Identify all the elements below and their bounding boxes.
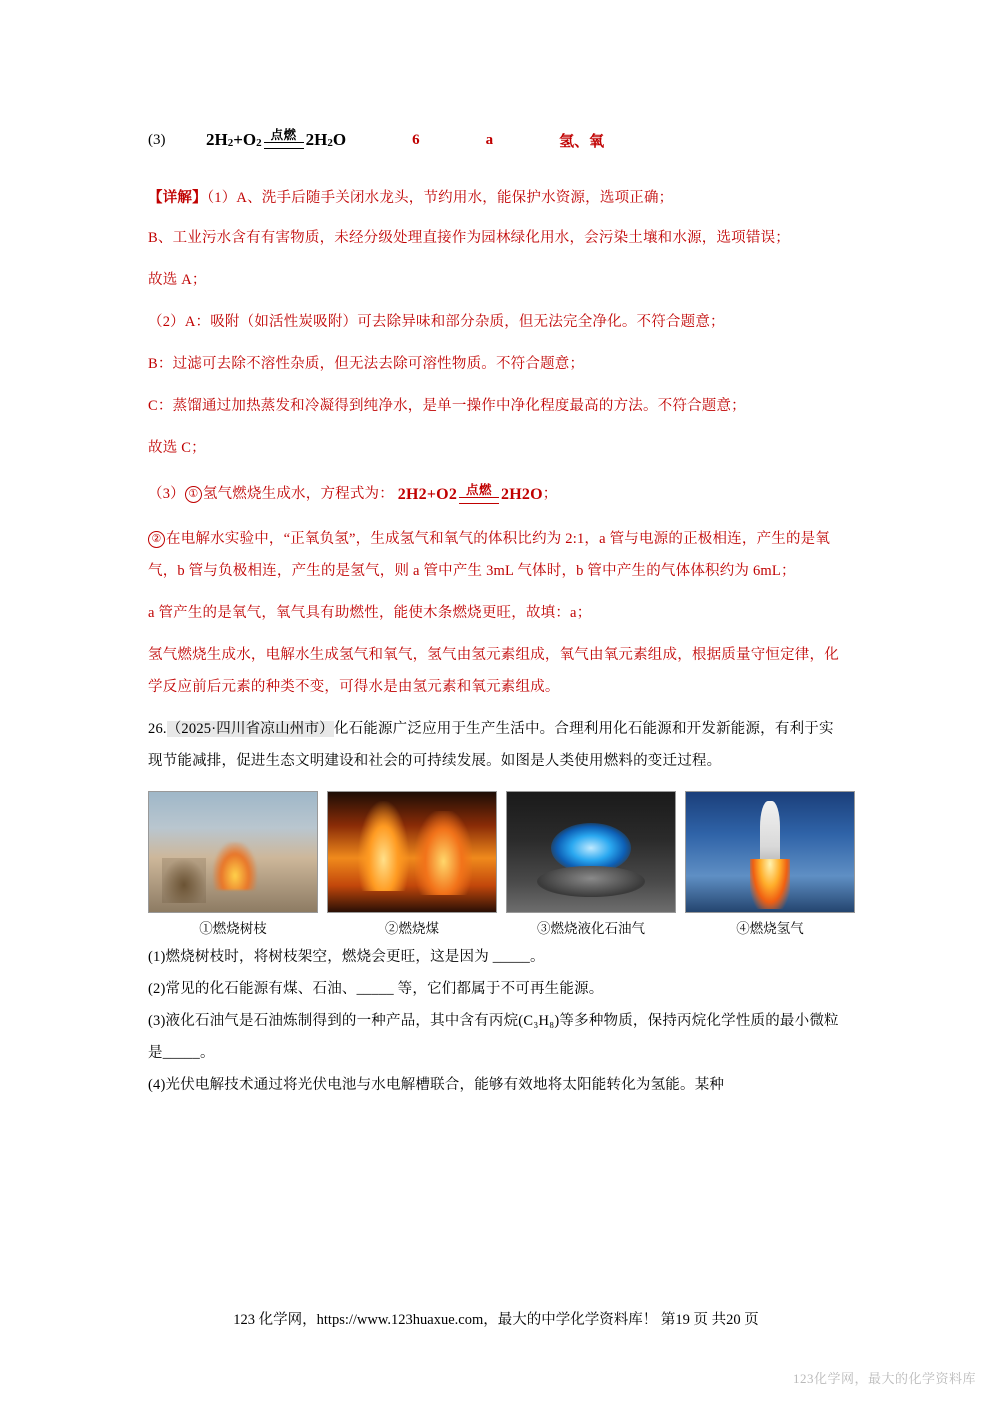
inline-equation-condition-arrow xyxy=(459,484,499,504)
page-footer: 123 化学网，https://www.123huaxue.com，最大的中学化学资料库！ 第19 页 共20 页 xyxy=(233,1312,759,1328)
inline-eq-reactant-2-sub: 2 xyxy=(448,485,458,503)
equation-reactant-1-sub: 2 xyxy=(227,137,234,149)
answer-line-3 xyxy=(148,120,848,160)
figure-2-caption: ②燃烧煤 xyxy=(385,920,439,936)
answer-label: (3) xyxy=(148,131,166,148)
equation-condition-label: 点燃 xyxy=(270,128,297,142)
figure-1 xyxy=(148,791,318,937)
figure-1-caption: ①燃烧树枝 xyxy=(199,920,267,936)
explanation-item3 xyxy=(148,478,848,511)
burning-lpg-image xyxy=(506,791,676,913)
explanation-line-6: C：蒸馏通过加热蒸发和冷凝得到纯净水，是单一操作中净化程度最高的方法。不符合题意； xyxy=(148,398,746,414)
circled-number-2: ② xyxy=(148,531,165,548)
question-26-sub-2: (2)常见的化石能源有煤、石油、_____ 等，它们都属于不可再生能源。 xyxy=(148,980,604,997)
inline-eq-product: 2H xyxy=(501,485,522,503)
chemical-equation-inline xyxy=(398,479,543,511)
explanation-item3-suffix: ； xyxy=(542,486,558,502)
explanation-item3-prefix: （3） xyxy=(148,486,185,502)
explanation-line-2: B、工业污水含有有害物质，未经分级处理直接作为园林绿化用水，会污染土壤和水源，选项错误； xyxy=(148,230,790,246)
equation-product: 2H xyxy=(305,130,328,149)
explanation-lead: 【详解】 xyxy=(148,190,207,206)
inline-eq-reactant-2: +O xyxy=(426,485,449,503)
equation-reactant-1: 2H xyxy=(206,130,228,149)
figure-4-caption: ④燃烧氢气 xyxy=(736,920,804,936)
question-26-sub-4: (4)光伏电解技术通过将光伏电池与水电解槽联合，能够有效地将太阳能转化为氢能。某种 xyxy=(148,1076,725,1093)
burning-hydrogen-image xyxy=(685,791,855,913)
equation-reactant-2: +O xyxy=(233,130,257,149)
equation-product-sub: 2 xyxy=(327,137,333,149)
answer-blank-3: 氢、氧 xyxy=(559,133,605,150)
explanation-line-4: （2）A：吸附（如活性炭吸附）可去除异味和部分杂质，但无法完全净化。不符合题意； xyxy=(148,314,725,330)
figure-4 xyxy=(685,791,855,937)
inline-eq-reactant-1: 2H xyxy=(397,485,419,503)
figure-3-caption: ③燃烧液化石油气 xyxy=(537,920,645,936)
equation-reactant-2-sub: 2 xyxy=(256,137,262,149)
explanation-line-3: 故选 A； xyxy=(148,272,207,288)
explanation-line-1 xyxy=(148,182,848,214)
question-26-sub-1: (1)燃烧树枝时，将树枝架空，燃烧会更旺，这是因为 _____。 xyxy=(148,948,545,965)
chemical-equation-answer xyxy=(206,130,346,150)
explanation-line-7: 故选 C； xyxy=(148,440,206,456)
explanation-line-5: B：过滤可去除不溶性杂质，但无法去除可溶性物质。不符合题意； xyxy=(148,356,585,372)
answer-blank-1: 6 xyxy=(412,131,420,148)
equation-condition-arrow xyxy=(264,129,304,149)
question-26-source: （2025·四川省凉山州市） xyxy=(166,720,334,737)
equation-double-line xyxy=(264,142,304,149)
question-26-stem xyxy=(148,713,848,777)
explanation-item2-text-1: 在电解水实验中，“正氧负氢”，生成氢气和氧气的体积比约为 2:1，a 管与电源的正极相连，产生的是氧气，b 管与负极相连，产生的是氢气，则 a 管中产生 3mL 气体时，b 管中产生的气体体积约为 6mL； xyxy=(148,530,831,579)
circled-number-1: ① xyxy=(185,486,202,503)
inline-eq-product-tail: O xyxy=(530,485,543,503)
explanation-block xyxy=(148,182,848,703)
explanation-item2 xyxy=(148,523,848,587)
equation-product-tail: O xyxy=(332,130,347,149)
watermark: 123化学网，最大的化学资料库 xyxy=(792,1371,976,1386)
figure-2 xyxy=(327,791,497,937)
burning-coal-image xyxy=(327,791,497,913)
explanation-item3-text: 氢气燃烧生成水，方程式为： xyxy=(202,486,394,502)
explanation-item2-text-3: 氢气燃烧生成水，电解水生成氢气和氧气，氢气由氢元素组成，氧气由氧元素组成，根据质量守恒定律，化学反应前后元素的种类不变，可得水是由氢元素和氧元素组成。 xyxy=(148,646,839,695)
figure-strip xyxy=(148,791,848,937)
inline-equation-double-line xyxy=(459,497,499,504)
inline-eq-reactant-1-sub: 2 xyxy=(418,485,427,503)
question-26-text: 化石能源广泛应用于生产生活中。合理利用化石能源和开发新能源，有利于实现节能减排，促进生态文明建设和社会的可持续发展。如图是人类使用燃料的变迁过程。 xyxy=(148,720,834,769)
inline-equation-condition-label: 点燃 xyxy=(466,482,493,497)
question-26-number: 26. xyxy=(148,720,167,737)
page-content xyxy=(148,120,848,1101)
question-26-sub-3: (3)液化石油气是石油炼制得到的一种产品，其中含有丙烷(C₃H₈)等多种物质，保持丙烷化学性质的最小微粒是_____。 xyxy=(148,1012,839,1061)
question-26 xyxy=(148,713,848,1101)
explanation-item2-text-2: a 管产生的是氧气，氧气具有助燃性，能使木条燃烧更旺，故填：a； xyxy=(148,604,592,621)
figure-3 xyxy=(506,791,676,937)
burning-branches-image xyxy=(148,791,318,913)
answer-blank-2: a xyxy=(485,131,494,148)
inline-eq-product-sub: 2 xyxy=(521,485,531,503)
explanation-text-1: （1）A、洗手后随手关闭水龙头，节约用水，能保护水资源，选项正确； xyxy=(206,190,674,206)
